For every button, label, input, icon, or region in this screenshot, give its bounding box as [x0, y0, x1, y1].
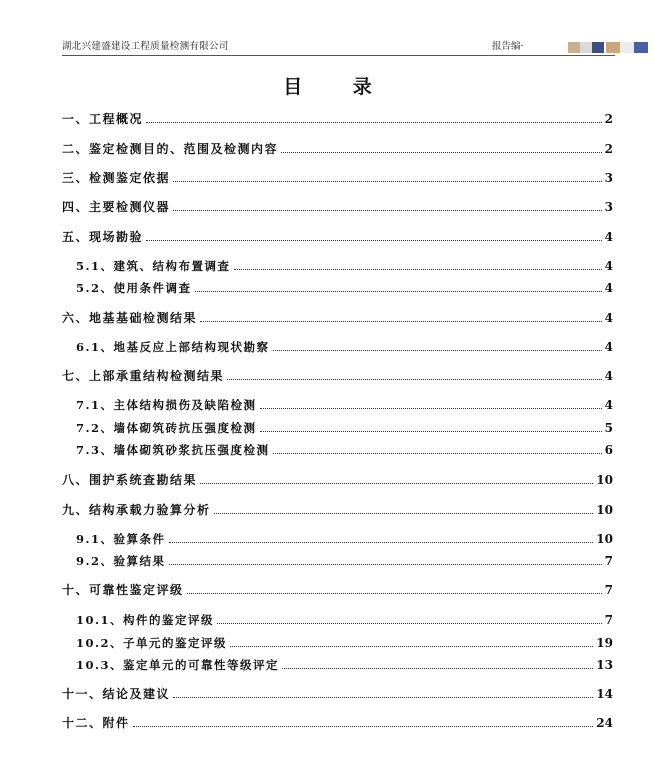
toc-entry[interactable]: [76, 339, 613, 355]
toc-dot-leader: [282, 667, 593, 669]
toc-entry-page: 4: [604, 281, 613, 295]
toc-entry[interactable]: [62, 715, 613, 731]
toc-dot-leader: [273, 349, 602, 351]
toc-dot-leader: [227, 378, 602, 380]
toc-entry-page: 2: [604, 142, 613, 156]
toc-dot-leader: [273, 452, 602, 454]
toc-dot-leader: [146, 121, 602, 123]
toc-entry[interactable]: [62, 368, 613, 384]
toc-entry[interactable]: [62, 686, 613, 702]
toc-entry-page: 4: [604, 340, 613, 354]
toc-entry-page: 4: [604, 369, 613, 383]
page-header: [62, 34, 615, 54]
toc-entry-page: 7: [604, 583, 613, 597]
toc-entry[interactable]: [76, 612, 613, 628]
toc-entry[interactable]: [76, 258, 613, 274]
toc-entry-label: 9.2、验算结果: [76, 554, 166, 568]
toc-dot-leader: [173, 696, 593, 698]
toc-entry-page: 6: [604, 443, 613, 457]
toc-entry[interactable]: [76, 442, 613, 458]
toc-entry-page: 7: [604, 554, 613, 568]
toc-entry-label: 三、检测鉴定依据: [62, 171, 171, 185]
toc-dot-leader: [169, 541, 594, 543]
toc-entry-page: 3: [604, 200, 613, 214]
toc-dot-leader: [260, 407, 602, 409]
header-rule: [62, 55, 615, 56]
toc-entry-label: 10.2、子单元的鉴定评级: [76, 636, 228, 650]
toc-entry[interactable]: [76, 280, 613, 296]
toc-entry-page: 4: [604, 398, 613, 412]
color-block: [634, 42, 648, 53]
toc-entry[interactable]: [62, 170, 613, 186]
toc-entry-label: 十二、附件: [62, 716, 130, 730]
company-name: 湖北兴建盛建设工程质量检测有限公司: [62, 41, 229, 52]
toc-entry[interactable]: [62, 199, 613, 215]
toc-entry[interactable]: [76, 553, 613, 569]
toc-entry-label: 5.1、建筑、结构布置调查: [76, 259, 231, 273]
toc-entry-label: 7.2、墙体砌筑砖抗压强度检测: [76, 421, 257, 435]
toc-entry-label: 一、工程概况: [62, 112, 144, 126]
toc-entry-label: 7.3、墙体砌筑砂浆抗压强度检测: [76, 443, 270, 457]
toc-entry[interactable]: [76, 657, 613, 673]
toc-entry-label: 5.2、使用条件调查: [76, 281, 192, 295]
toc-dot-leader: [200, 320, 602, 322]
toc-dot-leader: [234, 268, 602, 270]
toc-entry-label: 9.1、验算条件: [76, 532, 166, 546]
toc-entry[interactable]: [62, 582, 613, 598]
toc-dot-leader: [217, 622, 602, 624]
toc-entry-page: 4: [604, 230, 613, 244]
toc-dot-leader: [146, 239, 602, 241]
toc-entry-page: 3: [604, 171, 613, 185]
toc-entry-page: 5: [604, 421, 613, 435]
toc-entry[interactable]: [76, 531, 613, 547]
toc-dot-leader: [173, 180, 602, 182]
toc-entry-label: 五、现场勘验: [62, 230, 144, 244]
toc-entry-page: 2: [604, 112, 613, 126]
report-number-label: 报告编·: [492, 41, 524, 52]
toc-dot-leader: [260, 430, 602, 432]
color-block: [620, 42, 634, 53]
toc-entry[interactable]: [62, 141, 613, 157]
color-block: [606, 42, 620, 53]
toc-entry[interactable]: [62, 111, 613, 127]
toc-entry-page: 10: [596, 532, 613, 546]
toc-entry-page: 14: [596, 687, 613, 701]
toc-entry-page: 7: [604, 613, 613, 627]
toc-entry-page: 10: [596, 473, 613, 487]
toc-entry-label: 九、结构承载力验算分析: [62, 503, 211, 517]
toc-entry-label: 6.1、地基反应上部结构现状勘察: [76, 340, 270, 354]
toc-entry-label: 十一、结论及建议: [62, 687, 171, 701]
toc-entry-page: 24: [596, 716, 613, 730]
color-block: [592, 42, 604, 53]
toc-entry[interactable]: [62, 310, 613, 326]
toc-entry[interactable]: [62, 472, 613, 488]
toc-dot-leader: [133, 725, 594, 727]
toc-entry-page: 10: [596, 503, 613, 517]
toc-entry-label: 八、围护系统查勘结果: [62, 473, 198, 487]
toc-dot-leader: [230, 645, 593, 647]
toc-entry-label: 二、鉴定检测目的、范围及检测内容: [62, 142, 279, 156]
page-title: 目 录: [283, 76, 394, 98]
toc-entry[interactable]: [62, 229, 613, 245]
toc-entry-label: 四、主要检测仪器: [62, 200, 171, 214]
toc-dot-leader: [169, 563, 602, 565]
toc-dot-leader: [281, 151, 602, 153]
toc-entry-label: 十、可靠性鉴定评级: [62, 583, 184, 597]
toc-entry[interactable]: [76, 397, 613, 413]
toc-entry-page: 4: [604, 311, 613, 325]
toc-entry[interactable]: [62, 502, 613, 518]
toc-dot-leader: [195, 290, 602, 292]
toc-dot-leader: [200, 482, 593, 484]
toc-entry[interactable]: [76, 635, 613, 651]
toc-entry-page: 13: [596, 658, 613, 672]
toc-dot-leader: [187, 592, 602, 594]
color-block: [568, 42, 580, 53]
toc-entry-label: 六、地基基础检测结果: [62, 311, 198, 325]
toc-entry-label: 10.3、鉴定单元的可靠性等级评定: [76, 658, 280, 672]
toc-entry-page: 4: [604, 259, 613, 273]
color-block: [580, 42, 592, 53]
toc-dot-leader: [173, 209, 602, 211]
toc-entry-page: 19: [596, 636, 613, 650]
toc-entry-label: 七、上部承重结构检测结果: [62, 369, 225, 383]
toc-entry-label: 10.1、构件的鉴定评级: [76, 613, 215, 627]
toc-dot-leader: [214, 512, 594, 514]
toc-entry-label: 7.1、主体结构损伤及缺陷检测: [76, 398, 257, 412]
toc-entry[interactable]: [76, 420, 613, 436]
